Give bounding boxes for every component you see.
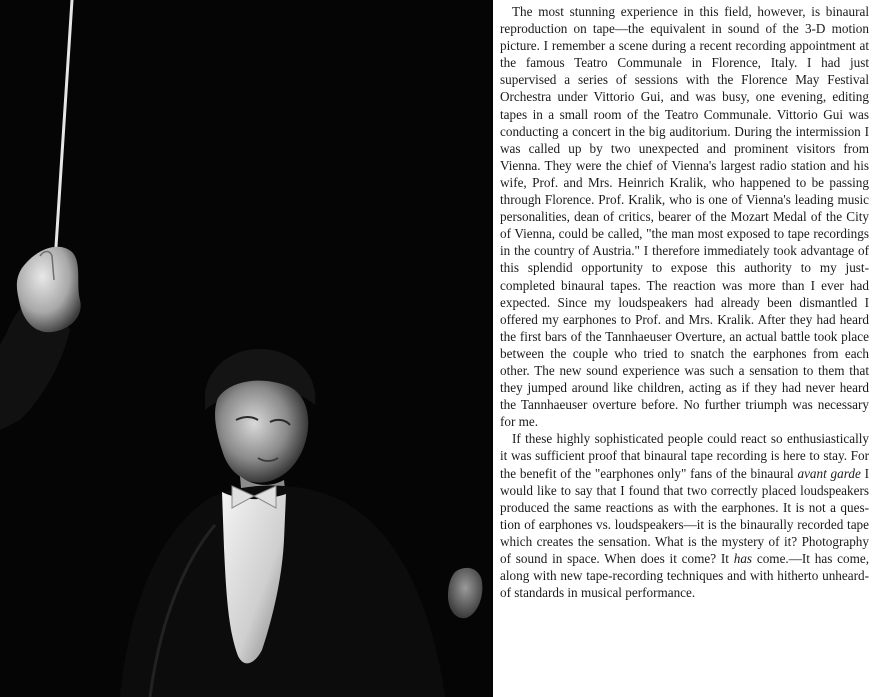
paragraph-2-italic-has: has [733,551,753,566]
article-paragraph-2 [500,430,869,601]
paragraph-2-text-c: come.—It has come, along with new tape-recording techniques and with hitherto unheard-of standards in musical performance. [500,551,869,601]
paragraph-2-italic-avant-garde: avant garde [797,465,861,481]
article-text-column [500,3,869,697]
article-paragraph-1: The most stunning experience in this field, however, is binaural reproduction on tape—the equivalent in sound of the 3-D motion picture. I remember a scene during a recent recording appointment at the famous Teatro Communale in Florence, Italy. I had just supervised a series of sessions with the Florence May Festival Orchestra under Vittorio Gui, and was busy, one evening, editing tapes in a small room of the Teatro Communale. Vittorio Gui was conducting a concert in the big auditorium. During the intermission I was called up by two unexpected and prominent visitors from Vienna. They were the chief of Vienna's largest radio station and his wife, Prof. and Mrs. Heinrich Kralik, who happened to be passing through Florence. Prof. Kralik, who is one of Vienna's leading music personalities, dean of critics, bearer of the Mozart Medal of the City of Vienna, could be called, "the man most exposed to tape recordings in the country of Austria." I therefore immediately took advantage of this splendid opportunity to expose this authority to my just-completed binaural tapes. The reaction was more than I ever had expected. Since my loudspeakers had already been dismantled I offered my earphones to Prof. and Mrs. Kralik. After they had heard the first bars of the Tannhaeuser Overture, an actual battle took place between the couple who tried to snatch the earphones from each other. The new sound experience was such a sensation to them that they jumped around like children, acting as if they had never heard the Tannhaeuser overture before. No further triumph was necessary for me. [500,4,869,430]
paragraph-2-text-a: If these highly sophisticated people could react so enthusiastically it was sufficient proof that binaural tape recording is here to stay. For the benefit of the "earphones only" fans of the binaural [500,431,869,481]
paragraph-2-text-b: I would like to say that I found that two correctly placed loudspeakers produced the same reactions as with the earphones. It is not a question of earphones vs. loudspeakers—it is the binaurally recorded tape which creates the sensation. What is the mystery of it? Photography of sound in space. When does it come? It [500,465,869,566]
